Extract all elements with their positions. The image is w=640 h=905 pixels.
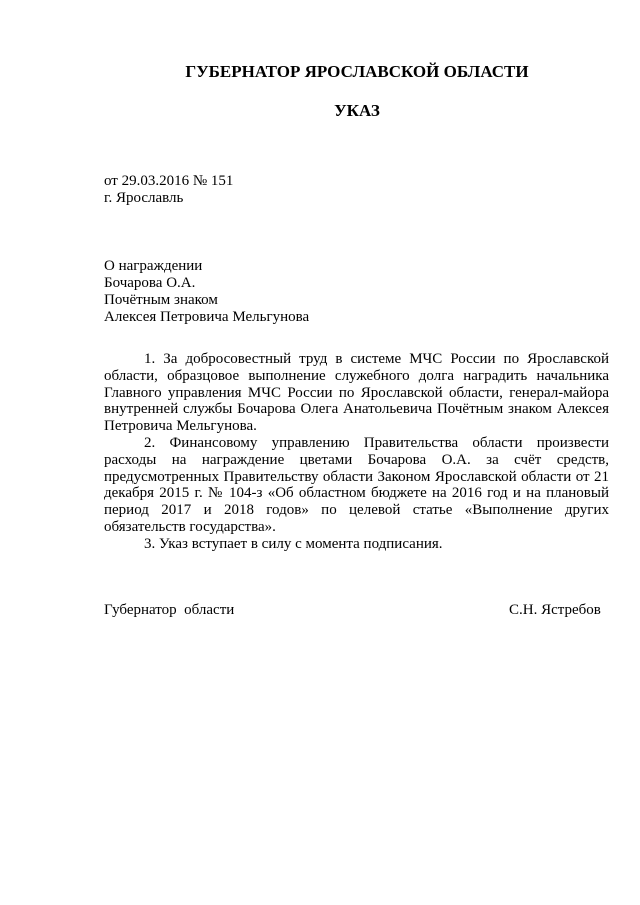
subject-line: Почётным знаком — [104, 292, 218, 308]
subject-line: О награждении — [104, 258, 203, 274]
issuer-heading: ГУБЕРНАТОР ЯРОСЛАВСКОЙ ОБЛАСТИ — [185, 62, 529, 81]
city: г. Ярославль — [104, 190, 184, 206]
decree-paragraph-2: 2. Финансовому управлению Правительства области произвести расходы на награждение цветами Бочарова О.А. за счёт средств, предусмотренных Правительству области Законом Ярославской области от 21 декабря 2015 г. № 104-з «Об областном бюджете на 2016 год и на плановый период 2017 и 2018 годов» по целевой статье «Выполнение других обязательств государства». — [104, 434, 609, 535]
decree-body — [104, 351, 609, 553]
document-type-heading: УКАЗ — [334, 101, 380, 120]
subject-line: Алексея Петровича Мельгунова — [104, 309, 310, 325]
signatory-name: С.Н. Ястребов — [509, 602, 601, 618]
signatory-position: Губернатор области — [104, 602, 235, 618]
decree-paragraph-1: 1. За добросовестный труд в системе МЧС России по Ярославской области, образцовое выполнение служебного долга наградить начальника Главного управления МЧС России по Ярославской области, генерал-майора внутренней службы Бочарова Олега Анатольевича Почётным знаком Алексея Петровича Мельгунова. — [104, 351, 609, 435]
subject-line: Бочарова О.А. — [104, 275, 196, 291]
decree-paragraph-3: 3. Указ вступает в силу с момента подписания. — [144, 535, 443, 552]
date-number: от 29.03.2016 № 151 — [104, 173, 234, 189]
